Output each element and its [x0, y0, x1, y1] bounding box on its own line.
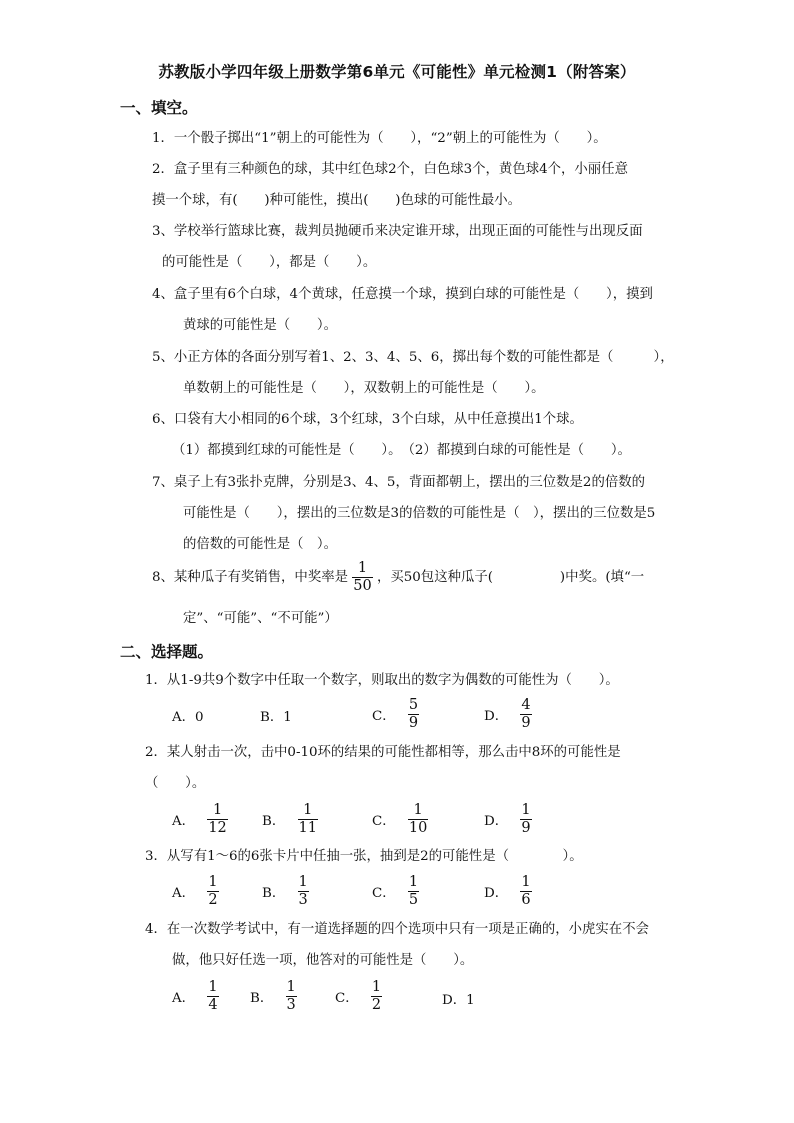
question-line: 摸一个球，有( )种可能性，摸出( )色球的可能性最小。: [152, 193, 522, 208]
fraction-numerator: 1: [303, 802, 313, 818]
option-a: A．0: [172, 710, 204, 725]
fraction: [298, 874, 309, 909]
option-label: B．: [250, 991, 274, 1006]
fraction-denominator: 11: [298, 820, 317, 836]
question-line: （1）都摸到红球的可能性是（ ）。 （2）都摸到白球的可能性是（ ）。: [172, 443, 631, 458]
fraction-denominator: 12: [208, 820, 227, 836]
fraction: [408, 874, 419, 909]
option-label: B．: [262, 814, 286, 829]
fraction-denominator: 4: [208, 997, 218, 1013]
option-b: [262, 874, 309, 909]
fraction-numerator: 1: [408, 874, 419, 890]
fraction-numerator: 5: [408, 697, 419, 713]
option-label: A．: [172, 814, 196, 829]
fraction-numerator: 1: [298, 874, 308, 890]
question-line: 6、口袋有大小相同的6个球，3个红球，3个白球，从中任意摸出1个球。: [152, 412, 583, 427]
fraction-denominator: 6: [521, 892, 531, 908]
option-label: D．: [484, 814, 509, 829]
option-d: [484, 874, 532, 909]
question-line: 3．从写有1～6的6张卡片中任抽一张，抽到是2的可能性是（ ）。: [145, 849, 583, 864]
option-b: [250, 979, 297, 1014]
fraction-numerator: 4: [521, 697, 531, 713]
fraction: [352, 560, 372, 595]
option-b: B．1: [260, 710, 292, 725]
fraction-numerator: 1: [413, 802, 423, 818]
option-c: [372, 697, 419, 732]
fraction: [371, 979, 382, 1014]
question-line: 1．从1-9共9个数字中任取一个数字，则取出的数字为偶数的可能性为（ ）。: [145, 673, 619, 688]
option-b: [262, 802, 318, 837]
option-c: [335, 979, 382, 1014]
section-heading-choice: 二、选择题。: [120, 643, 214, 661]
question-line: 做，他只好任选一项，他答对的可能性是（ ）。: [172, 953, 474, 968]
fraction-denominator: 50: [353, 578, 372, 594]
option-label: A．: [172, 886, 196, 901]
fraction: [520, 802, 531, 837]
question-line: 4、盒子里有6个白球，4个黄球，任意摸一个球，摸到白球的可能性是（ ），摸到: [152, 287, 653, 302]
fraction-denominator: 9: [521, 820, 531, 836]
question-line: 定”、“可能”、“不可能”）: [183, 611, 338, 626]
question-line: 4．在一次数学考试中，有一道选择题的四个选项中只有一项是正确的，小虎实在不会: [145, 922, 649, 937]
option-label: C．: [335, 991, 359, 1006]
fraction-numerator: 1: [357, 560, 368, 576]
fraction-denominator: 3: [286, 997, 296, 1013]
option-a: [172, 874, 219, 909]
option-d: [484, 697, 532, 732]
fraction-numerator: 1: [521, 874, 531, 890]
question-line: 2．某人射击一次，击中0-10环的结果的可能性都相等，那么击中8环的可能性是: [145, 745, 621, 760]
fraction: [207, 802, 227, 837]
fraction-numerator: 1: [521, 802, 531, 818]
question-line: 3、学校举行篮球比赛，裁判员抛硬币来决定谁开球，出现正面的可能性与出现反面: [152, 224, 643, 239]
option-a: [172, 979, 219, 1014]
option-a: [172, 802, 228, 837]
fraction: [286, 979, 297, 1014]
fraction-denominator: 3: [298, 892, 308, 908]
fraction: [298, 802, 318, 837]
option-d: [484, 802, 532, 837]
fraction-numerator: 1: [371, 979, 382, 995]
fraction-numerator: 1: [286, 979, 296, 995]
question-8-line: [152, 560, 644, 595]
option-label: C．: [372, 814, 396, 829]
question-text: 8、某种瓜子有奖销售，中奖率是: [152, 570, 348, 585]
question-line: （ ）。: [145, 776, 206, 791]
option-c: [372, 802, 428, 837]
question-line: 黄球的可能性是（ ）。: [183, 318, 337, 333]
option-label: C．: [372, 886, 396, 901]
question-line: 单数朝上的可能性是（ ），双数朝上的可能性是（ ）。: [183, 381, 545, 396]
question-text: ，买50包这种瓜子( )中奖。(填“一: [376, 570, 645, 585]
fraction: [207, 874, 218, 909]
option-c: [372, 874, 419, 909]
fraction-denominator: 10: [408, 820, 428, 836]
fraction: [207, 979, 218, 1014]
fraction-numerator: 1: [208, 979, 218, 995]
fraction-denominator: 2: [208, 892, 218, 908]
question-line: 7、桌子上有3张扑克牌，分别是3、4、5，背面都朝上，摆出的三位数是2的倍数的: [152, 475, 646, 490]
section-heading-fill-blank: 一、填空。: [120, 99, 198, 117]
fraction-denominator: 9: [408, 715, 419, 731]
option-label: D．: [484, 709, 509, 724]
question-line: 的倍数的可能性是（ ）。: [183, 537, 337, 552]
question-line: 可能性是（ ），摆出的三位数是3的倍数的可能性是（ ），摆出的三位数是5: [183, 506, 656, 521]
option-label: C．: [372, 709, 396, 724]
option-d: D．1: [442, 993, 475, 1008]
fraction: [408, 802, 428, 837]
fraction-denominator: 5: [408, 892, 419, 908]
fraction-denominator: 9: [521, 715, 531, 731]
fraction: [520, 874, 531, 909]
question-line: 5、小正方体的各面分别写着1、2、3、4、5、6，掷出每个数的可能性都是（ ），: [152, 350, 674, 365]
question-line: 的可能性是（ ），都是（ ）。: [162, 255, 377, 270]
page-title: 苏教版小学四年级上册数学第6单元《可能性》单元检测1（附答案）: [158, 63, 636, 81]
question-line: 1．一个骰子掷出“1”朝上的可能性为（ ），“2”朝上的可能性为（ ）。: [152, 131, 607, 146]
fraction-numerator: 1: [212, 802, 223, 818]
option-label: B．: [262, 886, 286, 901]
question-line: 2．盒子里有三种颜色的球，其中红色球2个，白色球3个，黄色球4个，小丽任意: [152, 162, 628, 177]
option-label: A．: [172, 991, 196, 1006]
fraction: [408, 697, 419, 732]
fraction-denominator: 2: [371, 997, 382, 1013]
fraction-numerator: 1: [208, 874, 218, 890]
option-label: D．: [484, 886, 509, 901]
fraction: [520, 697, 531, 732]
